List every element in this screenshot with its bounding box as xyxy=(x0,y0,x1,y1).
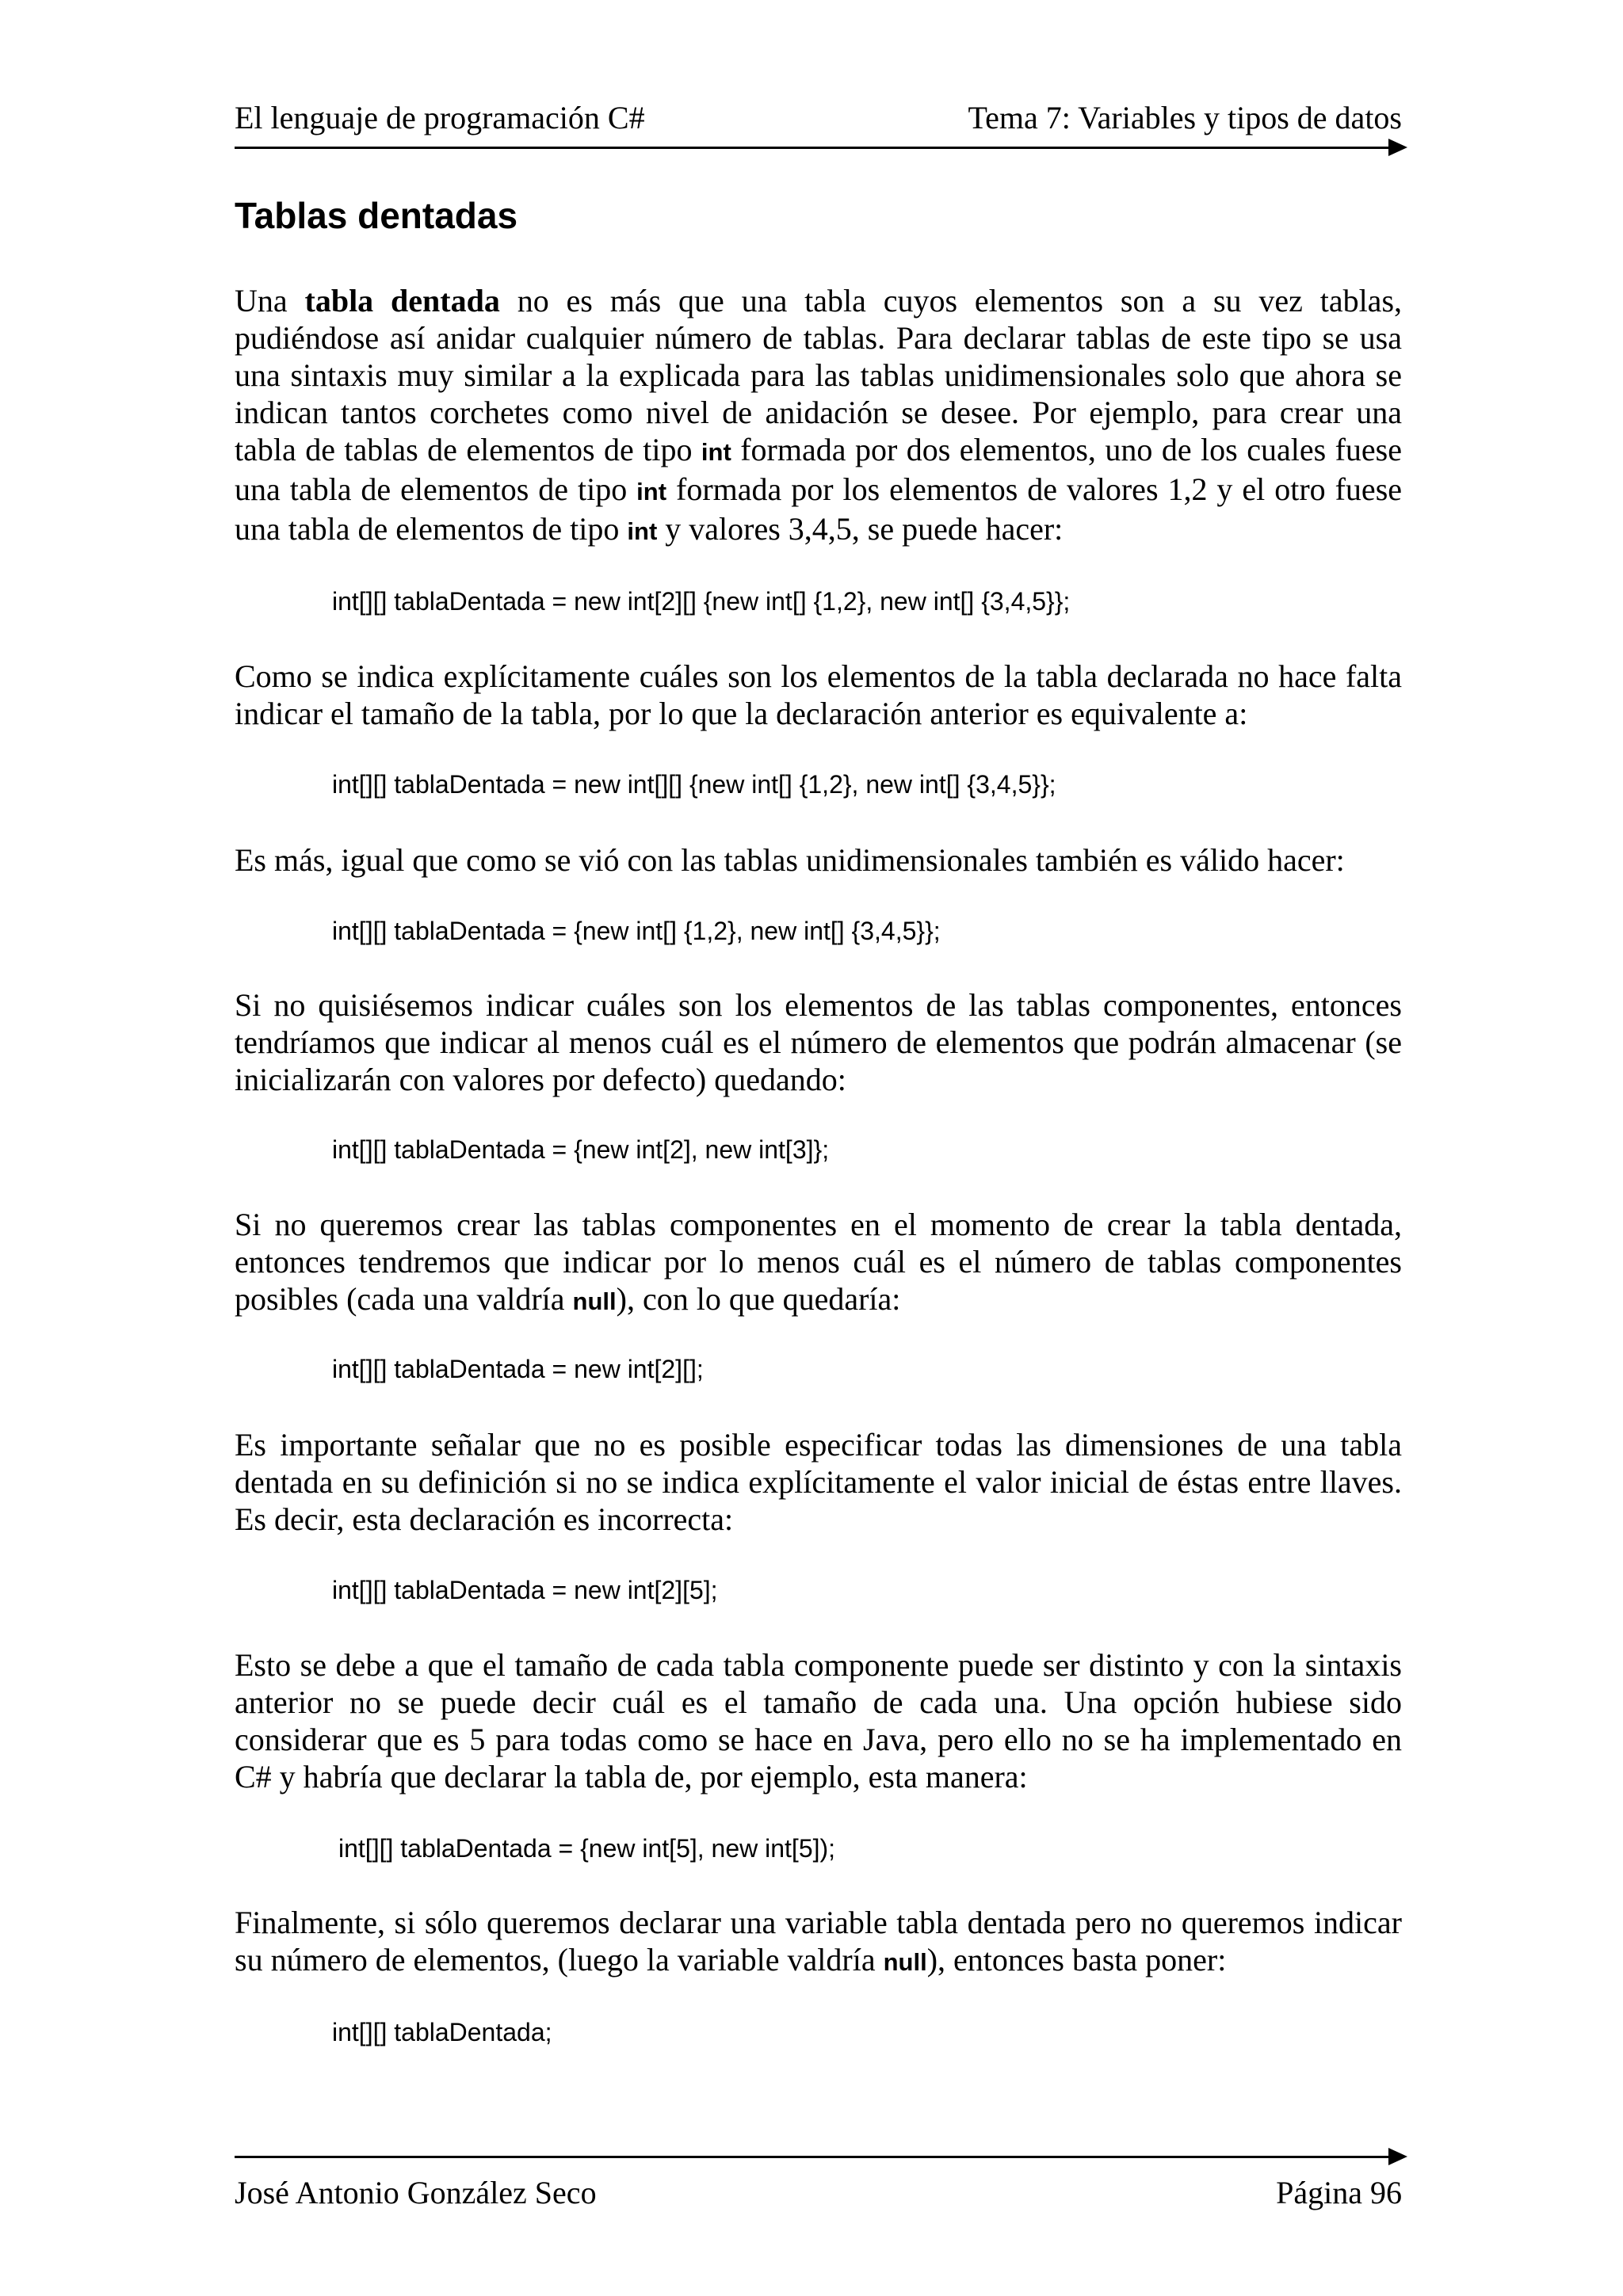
paragraph-1-text-a: Una xyxy=(235,283,305,318)
paragraph-1 xyxy=(235,282,1402,550)
code-line-2: int[][] tablaDentada = new int[][] {new int[] {1,2}, new int[] {3,4,5}}; xyxy=(332,770,1056,799)
paragraph-7: Esto se debe a que el tamaño de cada tabla componente puede ser distinto y con la sintaxis anterior no se puede decir cuál es el tamaño de cada una. Una opción hubiese sido considerar que es 5 para todas como se hace en Java, pero ello no se ha implementado en C# y habría que declarar la tabla de, por ejemplo, esta manera: xyxy=(235,1647,1402,1794)
header-rule-arrow xyxy=(235,147,1390,149)
footer-rule-arrow xyxy=(235,2156,1390,2158)
page-footer xyxy=(235,2172,1402,2214)
paragraph-1-text-d: formada por los elementos de valores 1,2 y el otro fuese una tabla de elementos de tipo xyxy=(235,471,1403,547)
paragraph-8-text-a: Finalmente, si sólo queremos declarar una variable tabla dentada pero no queremos indicar su número de elementos, (luego la variable valdría xyxy=(235,1905,1402,1978)
paragraph-5-text-b: ), con lo que quedaría: xyxy=(616,1281,901,1317)
arrow-head-icon xyxy=(1388,2148,1407,2165)
code-line-5: int[][] tablaDentada = new int[2][]; xyxy=(332,1355,704,1383)
keyword-int: int xyxy=(627,517,658,545)
keyword-null: null xyxy=(883,1948,927,1976)
code-line-1: int[][] tablaDentada = new int[2][] {new int[] {1,2}, new int[] {3,4,5}}; xyxy=(332,587,1071,616)
paragraph-1-text-b: no es más que una tabla cuyos elementos son a su vez tablas, pudiéndose así anidar cualquier número de tablas. Para declarar tablas de este tipo se usa una sintaxis muy similar a la explicada para las tablas unidimensionales solo que ahora se indican tantos corchetes como nivel de anidación se desee. Por ejemplo, para crear una tabla de tablas de elementos de tipo xyxy=(235,283,1403,467)
keyword-int: int xyxy=(636,478,667,505)
paragraph-8-text-b: ), entonces basta poner: xyxy=(926,1942,1227,1978)
paragraph-5-text-a: Si no queremos crear las tablas componentes en el momento de crear la tabla dentada, entonces tendremos que indicar por lo menos cuál es el número de tablas componentes posibles (cada una valdría xyxy=(235,1207,1402,1317)
footer-author: José Antonio González Seco xyxy=(235,2175,597,2210)
header-chapter: Tema 7: Variables y tipos de datos xyxy=(968,100,1402,135)
code-line-7: int[][] tablaDentada = {new int[5], new int[5]); xyxy=(338,1834,836,1863)
code-line-4: int[][] tablaDentada = {new int[2], new int[3]}; xyxy=(332,1135,830,1164)
section-title: Tablas dentadas xyxy=(235,195,518,236)
term-tabla-dentada: tabla dentada xyxy=(304,283,500,318)
keyword-int: int xyxy=(701,438,731,466)
footer-page-number: Página 96 xyxy=(1276,2175,1402,2210)
paragraph-6: Es importante señalar que no es posible especificar todas las dimensiones de una tabla dentada en su definición si no se indica explícitamente el valor inicial de éstas entre llaves. Es decir, esta declaración es incorrecta: xyxy=(235,1427,1402,1537)
code-line-8: int[][] tablaDentada; xyxy=(332,2018,552,2046)
paragraph-2: Como se indica explícitamente cuáles son los elementos de la tabla declarada no hace falta indicar el tamaño de la tabla, por lo que la declaración anterior es equivalente a: xyxy=(235,658,1402,731)
code-line-3: int[][] tablaDentada = {new int[] {1,2}, new int[] {3,4,5}}; xyxy=(332,917,941,945)
keyword-null: null xyxy=(572,1287,617,1315)
paragraph-5 xyxy=(235,1206,1402,1320)
header-book-title: El lenguaje de programación C# xyxy=(235,100,645,135)
paragraph-1-text-e: y valores 3,4,5, se puede hacer: xyxy=(657,511,1064,547)
paragraph-3: Es más, igual que como se vió con las tablas unidimensionales también es válido hacer: xyxy=(235,842,1345,878)
paragraph-8 xyxy=(235,1904,1402,1981)
arrow-head-icon xyxy=(1388,139,1407,156)
code-line-6: int[][] tablaDentada = new int[2][5]; xyxy=(332,1576,718,1604)
paragraph-1-text-c: formada por dos elementos, uno de los cuales fuese una tabla de elementos de tipo xyxy=(235,432,1402,507)
page-header xyxy=(235,97,1402,139)
paragraph-4: Si no quisiésemos indicar cuáles son los elementos de las tablas componentes, entonces tendríamos que indicar al menos cuál es el número de elementos que podrán almacenar (se inicializarán con valores por defecto) quedando: xyxy=(235,987,1402,1097)
